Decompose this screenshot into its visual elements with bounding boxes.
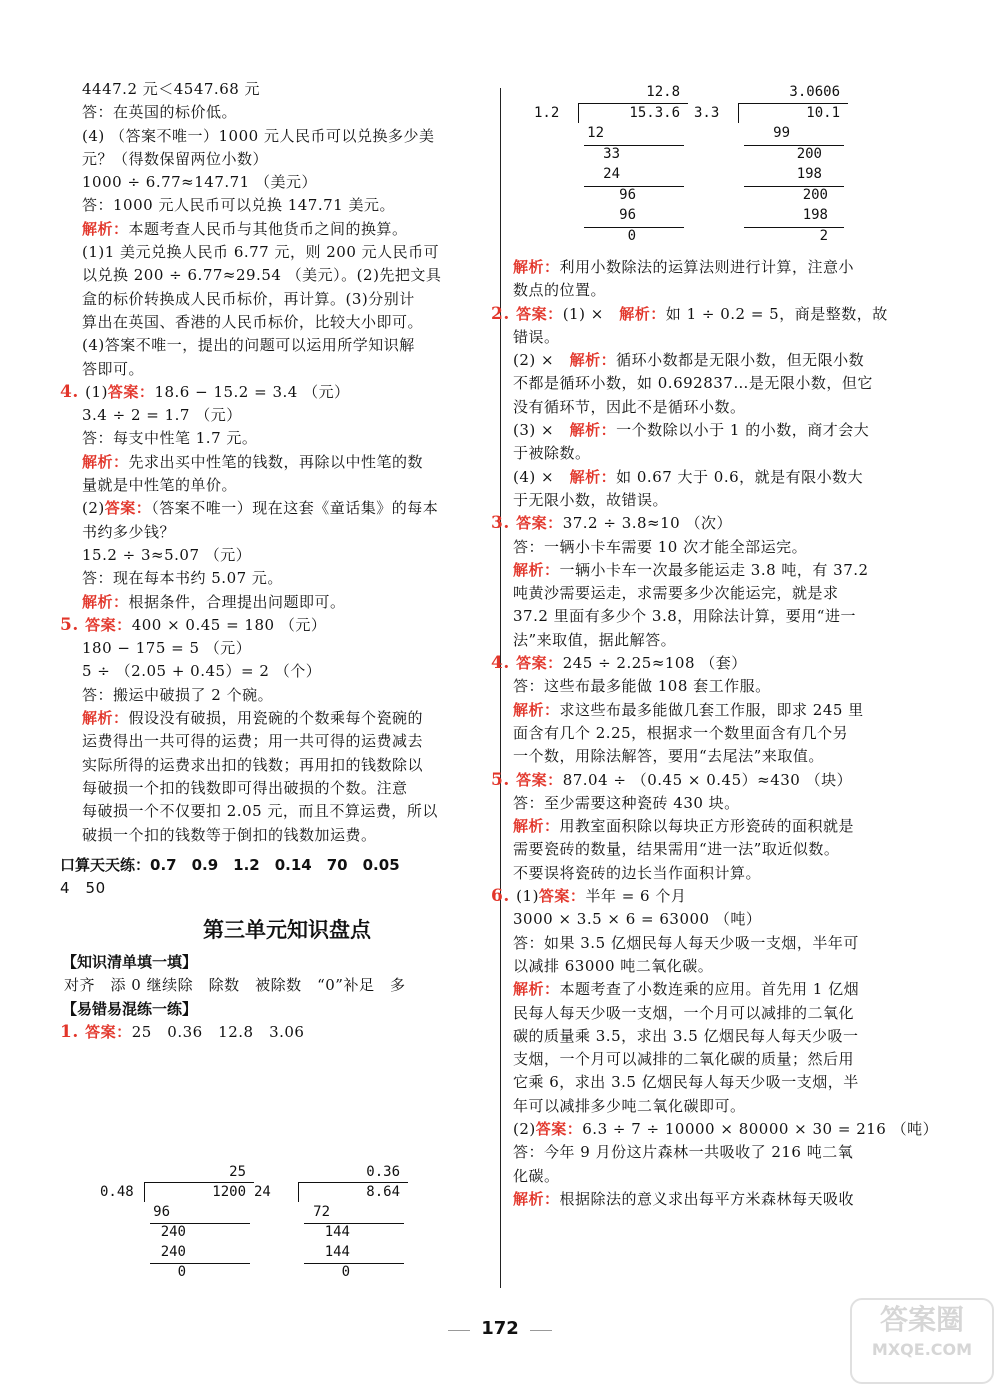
step-value: 96	[619, 207, 636, 223]
right-column	[491, 256, 948, 1211]
line-text: 15.2 ÷ 3≈5.07 （元）	[82, 545, 252, 564]
line-text: (4)答案不唯一，提出的问题可以运用所学知识解	[82, 336, 415, 355]
page-number-dash-right	[530, 1330, 552, 1331]
right-line	[513, 396, 948, 419]
left-line	[82, 171, 492, 194]
left-line	[82, 660, 492, 683]
line-text: 如 1 ÷ 0.2 = 5，商是整数，故	[665, 304, 888, 323]
divisor: 3.3	[694, 104, 720, 121]
column-divider	[500, 88, 501, 1288]
line-text: 答：搬运中破损了 2 个碗。	[82, 685, 274, 704]
right-line	[513, 279, 948, 302]
divisor: 24	[254, 1184, 271, 1200]
subtraction-line	[744, 145, 844, 146]
oral-label: 口算天天练：	[60, 855, 151, 874]
left-line	[82, 427, 492, 450]
subtraction-line	[150, 1263, 250, 1264]
question-number: 4.	[491, 653, 517, 674]
step-value: 72	[313, 1204, 330, 1220]
line-text: 1000 ÷ 6.77≈147.71 （美元）	[82, 173, 317, 192]
line-text: 答：每支中性笔 1.7 元。	[82, 429, 258, 448]
subtraction-line	[304, 1263, 404, 1264]
q1-line	[60, 1021, 492, 1044]
right-line	[513, 745, 948, 768]
right-line	[513, 419, 948, 442]
label-tag: 解析：	[513, 817, 560, 836]
division-bracket	[578, 103, 579, 124]
left-line	[82, 637, 492, 660]
label-tag: 答案：	[85, 1023, 132, 1042]
step-value: 24	[603, 166, 620, 182]
label-tag: 答案：	[516, 304, 563, 323]
left-line	[82, 544, 492, 567]
step-value: 0	[627, 227, 636, 244]
left-line	[82, 451, 492, 474]
page-number-dash-left	[448, 1330, 470, 1331]
left-line	[82, 148, 492, 171]
right-line	[513, 466, 948, 489]
line-text: 答：今年 9 月份这片森林一共吸收了 216 吨二氧	[513, 1143, 854, 1162]
label-tag: 解析：	[513, 980, 560, 999]
line-text: 算出在英国、香港的人民币标价，比较大小即可。	[82, 312, 424, 331]
right-line	[491, 652, 948, 675]
divisor: 1.2	[534, 104, 560, 121]
line-text: (1) ×	[562, 304, 620, 323]
oral-practice	[60, 853, 492, 877]
line-text: 利用小数除法的运算法则进行计算，注意小	[559, 258, 855, 276]
left-line	[82, 264, 492, 287]
step-value: 96	[153, 1204, 170, 1220]
right-line	[513, 838, 948, 861]
right-line	[513, 489, 948, 512]
question-number: 5.	[491, 769, 517, 790]
line-text: 本题考查人民币与其他货币之间的换算。	[128, 219, 408, 238]
line-text: 没有循环节，因此不是循环小数。	[513, 397, 746, 416]
watermark-text: 答案圈	[879, 1303, 964, 1336]
sub-number: (1)	[516, 887, 539, 906]
label-tag: 解析：	[82, 709, 129, 728]
step-value: 33	[603, 145, 620, 162]
line-text: 半年 = 6 个月	[585, 887, 687, 906]
line-text: 于无限小数，故错误。	[513, 490, 669, 509]
page-number-text: 172	[481, 1318, 519, 1339]
oral-answers: 4 50	[60, 878, 106, 897]
line-text: 答：现在每本书约 5.07 元。	[82, 569, 283, 588]
left-line	[82, 824, 492, 847]
quotient: 0.36	[366, 1164, 400, 1180]
division-bar	[578, 103, 688, 104]
left-line	[82, 730, 492, 753]
left-line	[82, 567, 492, 590]
subtraction-line	[744, 186, 844, 187]
left-line	[82, 777, 492, 800]
step-value: 198	[796, 166, 822, 182]
line-text: 245 ÷ 2.25≈108 （套）	[562, 654, 747, 673]
sub-number: (1)	[85, 382, 108, 401]
left-line	[82, 101, 492, 124]
right-line	[513, 792, 948, 815]
left-column	[60, 78, 492, 1045]
line-text: 不要误将瓷砖的边长当作面积计算。	[513, 863, 762, 882]
label-tag: 解析：	[513, 560, 560, 579]
right-line	[513, 536, 948, 559]
right-line	[513, 978, 948, 1001]
line-text: 量就是中性笔的单价。	[82, 476, 238, 495]
label-tag: 答案：	[535, 1119, 583, 1138]
line-text: 400 × 0.45 = 180 （元）	[131, 615, 327, 634]
line-text: 4447.2 元＜4547.68 元	[82, 80, 261, 98]
line-text: (4) ×	[513, 467, 570, 486]
label-tag: 解析：	[82, 592, 129, 611]
left-line	[60, 381, 492, 404]
line-text: 答：在英国的标价低。	[82, 103, 238, 122]
line-text: (4) （答案不唯一）1000 元人民币可以兑换多少美	[82, 126, 435, 145]
line-text: 如 0.67 大于 0.6，就是有限小数大	[616, 467, 864, 486]
line-text: 答即可。	[82, 359, 145, 378]
label-tag: 解析：	[513, 700, 560, 719]
line-text: 3000 × 3.5 × 6 = 63000 （吨）	[513, 910, 762, 929]
line-text: 每破损一个扣的钱数即可得出破损的个数。注意	[82, 778, 408, 797]
question-number: 3.	[491, 513, 517, 534]
question-number: 5.	[60, 614, 86, 635]
left-line	[82, 334, 492, 357]
line-text: 数点的位置。	[513, 281, 607, 300]
left-line	[82, 591, 492, 614]
line-text: 求这些布最多能做几套工作服，即求 245 里	[559, 700, 864, 719]
label-tag: 答案：	[85, 615, 132, 634]
left-line	[82, 707, 492, 730]
left-line	[82, 358, 492, 381]
label-tag: 答案：	[104, 499, 152, 518]
watermark-logo	[850, 1298, 994, 1384]
right-line	[513, 1188, 948, 1211]
right-line	[513, 1165, 948, 1188]
subtraction-line	[744, 227, 844, 228]
label-tag: 答案：	[516, 514, 563, 533]
line-text: 每破损一个不仅要扣 2.05 元，而且不算运费，所以	[82, 802, 438, 821]
label-tag: 解析：	[569, 467, 617, 486]
left-line	[82, 404, 492, 427]
step-value: 0	[341, 1264, 350, 1280]
line-text: 以兑换 200 ÷ 6.77≈29.54 （美元）。(2)先把文具	[82, 266, 442, 285]
left-line	[82, 78, 492, 101]
right-line	[491, 512, 948, 535]
left-line	[82, 311, 492, 334]
question-number: 4.	[60, 381, 86, 402]
line-text: 实际所得的运费求出扣的钱数；再用扣的钱数除以	[82, 755, 424, 774]
step-value: 12	[587, 125, 604, 141]
line-text: 元？（得数保留两位小数）	[82, 149, 269, 168]
line-text: 法”来取值，据此解答。	[513, 630, 677, 649]
quotient: 3.0606	[789, 84, 840, 100]
division-bar	[738, 103, 848, 104]
label-tag: 解析：	[82, 219, 129, 238]
left-line	[82, 194, 492, 217]
subtraction-line	[584, 145, 684, 146]
line-text: 一个数除以小于 1 的小数，商才会大	[616, 421, 870, 440]
line-text: 以减排 63000 吨二氧化碳。	[513, 956, 714, 975]
division-bar	[144, 1182, 254, 1183]
step-value: 200	[802, 186, 828, 203]
line-text: 民每人每天少吸一支烟，一个月可以减排的二氧化	[513, 1003, 855, 1022]
left-line	[82, 241, 492, 264]
line-text: 答：一辆小卡车需要 10 次才能全部运完。	[513, 537, 808, 556]
subtraction-line	[304, 1223, 404, 1224]
watermark-url: MXQE.COM	[871, 1340, 973, 1359]
right-line	[513, 582, 948, 605]
line-text: 化碳。	[513, 1166, 560, 1185]
line-text: 错误。	[513, 327, 560, 346]
left-line	[82, 125, 492, 148]
right-line	[513, 372, 948, 395]
oral-practice-cont	[60, 877, 492, 900]
step-value: 198	[802, 207, 828, 223]
right-line	[513, 629, 948, 652]
right-line	[513, 699, 948, 722]
line-text: 盒的标价转换成人民币标价，再计算。(3)分别计	[82, 289, 415, 308]
left-line	[82, 800, 492, 823]
quotient: 12.8	[646, 84, 680, 100]
line-text: 一辆小卡车一次最多能运走 3.8 吨，有 37.2	[559, 560, 869, 579]
fill-answers: 对齐 添 0 继续除 除数 被除数 “0”补足 多	[64, 976, 406, 995]
line-text: 运费得出一共可得的运费；用一共可得的运费减去	[82, 732, 424, 751]
right-line	[513, 1141, 948, 1164]
line-text: 37.2 ÷ 3.8≈10 （次）	[562, 514, 732, 533]
line-text: (2) ×	[513, 351, 570, 370]
line-text: 先求出买中性笔的钱数，再除以中性笔的数	[128, 452, 424, 471]
line-text: 答：如果 3.5 亿烟民每人每天少吸一支烟，半年可	[513, 933, 859, 952]
right-line	[513, 675, 948, 698]
step-value: 2	[819, 227, 828, 244]
sub-number: (2)	[82, 499, 105, 518]
left-line	[82, 521, 492, 544]
right-line	[491, 769, 948, 792]
right-line	[491, 303, 948, 326]
dividend: 10.1	[806, 104, 840, 121]
line-text: 根据条件，合理提出问题即可。	[128, 592, 346, 611]
right-line	[513, 932, 948, 955]
line-text: (1)1 美元兑换人民币 6.77 元，则 200 元人民币可	[82, 243, 440, 262]
label-tag: 答案：	[516, 770, 563, 789]
line-text: 25 0.36 12.8 3.06	[131, 1023, 305, 1042]
step-value: 144	[324, 1244, 350, 1260]
line-text: 18.6 − 15.2 = 3.4 （元）	[154, 382, 350, 401]
line-text: 假设没有破损，用瓷碗的个数乘每个瓷碗的	[128, 709, 424, 728]
step-value: 144	[324, 1224, 350, 1240]
step-value: 0	[177, 1264, 186, 1280]
line-text: 不都是循环小数，如 0.692837…是无限小数，但它	[513, 374, 873, 393]
line-text: 碳的质量乘 3.5，求出 3.5 亿烟民每人每天少吸一	[513, 1026, 859, 1045]
line-text: （答案不唯一）现在这套《童话集》的每本	[151, 499, 439, 518]
oral-answers: 0.7 0.9 1.2 0.14 70 0.05	[150, 855, 400, 874]
right-line	[513, 1118, 948, 1141]
quotient: 25	[229, 1164, 246, 1180]
line-text: 答：至少需要这种瓷砖 430 块。	[513, 793, 740, 812]
label-tag: 解析：	[569, 421, 617, 440]
line-text: 循环小数都是无限小数，但无限小数	[616, 351, 865, 370]
line-text: 年可以减排多少吨二氧化碳即可。	[513, 1096, 746, 1115]
right-line	[513, 908, 948, 931]
question-number: 1.	[60, 1022, 86, 1043]
right-line	[513, 955, 948, 978]
line-text: 3.4 ÷ 2 = 1.7 （元）	[82, 406, 242, 425]
step-value: 96	[619, 186, 636, 203]
step-value: 240	[160, 1244, 186, 1260]
label-tag: 答案：	[516, 654, 563, 673]
left-line	[82, 218, 492, 241]
right-line	[513, 326, 948, 349]
line-text: (3) ×	[513, 421, 570, 440]
right-line	[513, 1095, 948, 1118]
dividend: 8.64	[366, 1184, 400, 1200]
line-text: 于被除数。	[513, 444, 591, 463]
dividend: 15.3.6	[629, 104, 680, 121]
right-line	[513, 1071, 948, 1094]
line-text: 37.2 里面有多少个 3.8，用除法计算，要用“进一	[513, 607, 856, 626]
left-line	[82, 474, 492, 497]
divisor: 0.48	[100, 1184, 134, 1200]
question-number: 6.	[491, 886, 517, 907]
division-bracket	[144, 1182, 145, 1202]
line-text: 吨黄沙需要运走，求需要多少次能运完，就是求	[513, 584, 839, 603]
line-text: 需要瓷砖的数量，结果需用“进一法”取近似数。	[513, 840, 840, 859]
step-value: 240	[160, 1224, 186, 1240]
line-text: 它乘 6，求出 3.5 亿烟民每人每天少吸一支烟，半	[513, 1073, 859, 1092]
dividend: 1200	[212, 1184, 246, 1200]
line-text: 6.3 ÷ 7 ÷ 10000 × 80000 × 30 = 216 （吨）	[582, 1119, 939, 1138]
label-tag: 解析：	[513, 1189, 560, 1208]
label-tag: 解析：	[82, 452, 129, 471]
question-number: 2.	[491, 303, 517, 324]
step-value: 200	[796, 145, 822, 162]
line-text: 支烟，一个月可以减排的二氧化碳的质量；然后用	[513, 1050, 855, 1069]
right-line	[513, 349, 948, 372]
label-tag: 答案：	[107, 382, 155, 401]
right-line	[513, 862, 948, 885]
sub-number: (2)	[513, 1119, 536, 1138]
right-line	[513, 605, 948, 628]
line-text: 答：这些布最多能做 108 套工作服。	[513, 677, 771, 696]
line-text: 面含有几个 2.25，根据求一个数里面含有几个另	[513, 723, 849, 742]
label-tag: 答案：	[538, 887, 586, 906]
line-text: 用教室面积除以每块正方形瓷砖的面积就是	[559, 817, 855, 836]
right-line	[513, 1025, 948, 1048]
right-line	[513, 815, 948, 838]
left-line	[82, 288, 492, 311]
right-line	[513, 442, 948, 465]
line-text: 答：1000 元人民币可以兑换 147.71 美元。	[82, 196, 395, 215]
line-text: 87.04 ÷ （0.45 × 0.45）≈430 （块）	[562, 770, 853, 789]
right-line	[513, 722, 948, 745]
line-text: 一个数，用除法解答，要用“去尾法”来取值。	[513, 747, 824, 766]
division-bracket	[298, 1182, 299, 1202]
left-line	[60, 614, 492, 637]
label-tag: 解析：	[619, 304, 666, 323]
division-bar	[298, 1182, 408, 1183]
line-text: 书约多少钱？	[82, 522, 176, 541]
right-line	[513, 559, 948, 582]
line-text: 本题考查了小数连乘的应用。首先用 1 亿烟	[559, 980, 860, 999]
line-text: 180 − 175 = 5 （元）	[82, 639, 252, 658]
right-line	[491, 885, 948, 908]
line-text: 根据除法的意义求出每平方米森林每天吸收	[559, 1189, 855, 1208]
fill-heading: 【知识清单填一填】	[62, 953, 198, 972]
division-bracket	[738, 103, 739, 124]
right-line	[513, 256, 948, 279]
label-tag: 解析：	[513, 258, 560, 276]
line-text: 破损一个扣的钱数等于倒扣的钱数加运费。	[82, 825, 377, 844]
section-title: 第三单元知识盘点	[203, 917, 371, 943]
practice-heading: 【易错易混练一练】	[62, 1000, 198, 1019]
right-line	[513, 1002, 948, 1025]
label-tag: 解析：	[569, 351, 617, 370]
step-value: 99	[773, 125, 790, 141]
left-line	[82, 684, 492, 707]
left-line	[82, 754, 492, 777]
line-text: 5 ÷ （2.05 + 0.45）= 2 （个）	[82, 662, 322, 681]
left-line	[82, 497, 492, 520]
right-line	[513, 1048, 948, 1071]
